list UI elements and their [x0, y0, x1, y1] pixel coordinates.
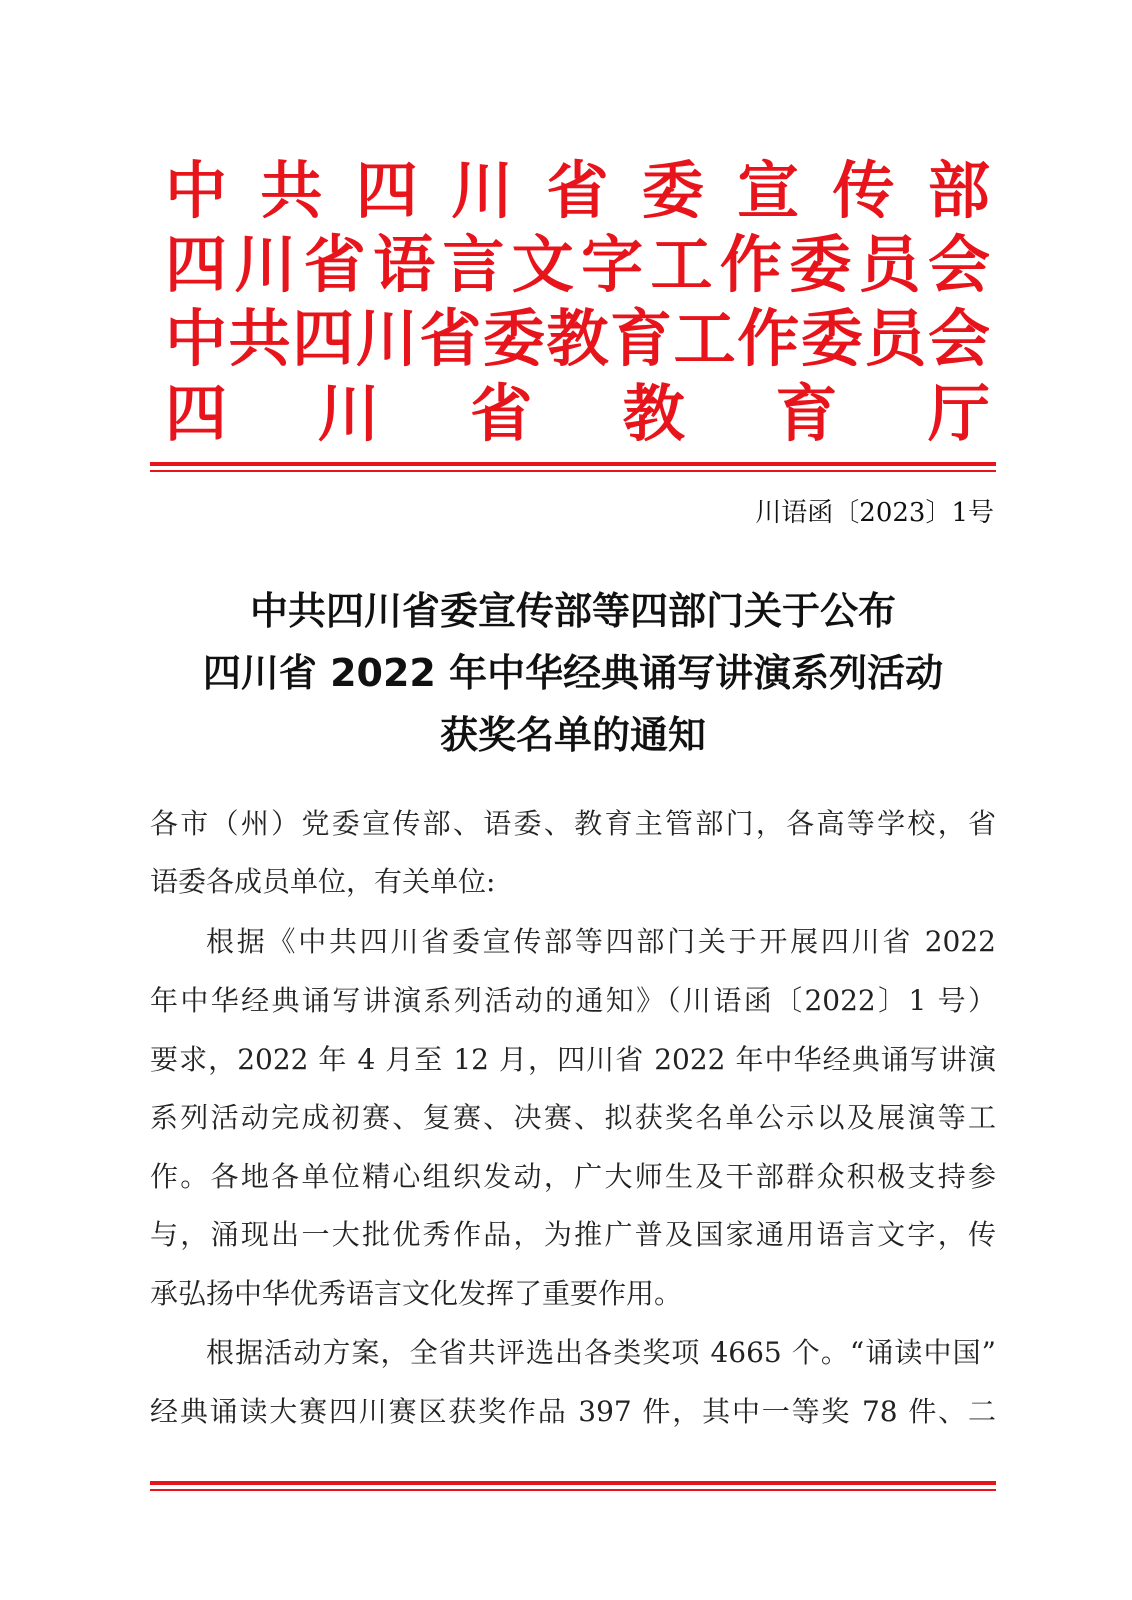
issuer-character: 川	[355, 302, 418, 375]
issuer-character: 四	[165, 377, 228, 450]
issuer-character: 员	[858, 228, 921, 301]
body-line: 根据活动方案，全省共评选出各类奖项 4665 个。“诵读中国”	[206, 1336, 996, 1369]
document-number: 川语函〔2023〕1号	[755, 498, 994, 528]
issuer-character: 文	[511, 228, 574, 301]
issuer-character: 委	[641, 154, 704, 227]
issuer-character: 传	[832, 154, 895, 227]
issuer-character: 川	[451, 154, 514, 227]
body-line: 要求，2022 年 4 月至 12 月，四川省 2022 年中华经典诵写讲演	[150, 1043, 996, 1076]
issuer-character: 育	[775, 377, 838, 450]
body-line: 年中华经典诵写讲演系列活动的通知》（川语函〔2022〕1 号）	[150, 984, 996, 1017]
header-rule-thick	[150, 462, 996, 466]
body-line: 作。各地各单位精心组织发动，广大师生及干部群众积极支持参	[150, 1160, 996, 1193]
issuer-character: 语	[373, 228, 436, 301]
issuer-character: 省	[419, 302, 482, 375]
issuer-character: 育	[610, 302, 673, 375]
issuer-line-education-department	[165, 377, 990, 450]
issuer-character: 工	[673, 302, 736, 375]
footer-rule-thin	[150, 1489, 996, 1491]
issuer-character: 教	[622, 377, 685, 450]
issuer-character: 委	[482, 302, 545, 375]
issuer-character: 宣	[737, 154, 800, 227]
issuer-character: 省	[470, 377, 533, 450]
body-line: 承弘扬中华优秀语言文化发挥了重要作用。	[150, 1277, 683, 1310]
issuer-character: 四	[165, 228, 228, 301]
body-line: 经典诵读大赛四川赛区获奖作品 397 件，其中一等奖 78 件、二	[150, 1395, 996, 1428]
body-line-addressees: 各市（州）党委宣传部、语委、教育主管部门，各高等学校，省	[150, 807, 996, 840]
body-line: 与，涌现出一大批优秀作品，为推广普及国家通用语言文字，传	[150, 1218, 996, 1251]
footer-rule-thick	[150, 1481, 996, 1485]
notice-title-line: 获奖名单的通知	[439, 713, 706, 757]
issuer-line-language-committee	[165, 228, 990, 301]
body-line: 根据《中共四川省委宣传部等四部门关于开展四川省 2022	[206, 925, 996, 958]
issuer-character: 中	[165, 302, 228, 375]
issuer-character: 言	[442, 228, 505, 301]
issuer-character: 会	[927, 302, 990, 375]
issuer-character: 教	[546, 302, 609, 375]
issuer-character: 省	[303, 228, 366, 301]
issuer-character: 员	[864, 302, 927, 375]
issuer-character: 川	[317, 377, 380, 450]
notice-title-line: 四川省 2022 年中华经典诵写讲演系列活动	[202, 651, 944, 695]
issuer-character: 中	[165, 154, 228, 227]
issuer-character: 省	[546, 154, 609, 227]
header-rule-thin	[150, 470, 996, 472]
issuer-character: 四	[355, 154, 418, 227]
issuer-line-propaganda-dept	[165, 154, 990, 227]
issuer-character: 委	[789, 228, 852, 301]
issuer-character: 会	[927, 228, 990, 301]
body-line: 系列活动完成初赛、复赛、决赛、拟获奖名单公示以及展演等工	[150, 1101, 996, 1134]
issuer-character: 川	[234, 228, 297, 301]
issuer-character: 工	[650, 228, 713, 301]
issuer-character: 共	[260, 154, 323, 227]
issuer-character: 作	[719, 228, 782, 301]
issuer-character: 部	[927, 154, 990, 227]
issuer-character: 四	[292, 302, 355, 375]
issuer-line-education-work-committee	[165, 302, 990, 375]
issuer-character: 共	[228, 302, 291, 375]
issuer-character: 委	[800, 302, 863, 375]
notice-title-line: 中共四川省委宣传部等四部门关于公布	[249, 589, 896, 633]
issuer-character: 字	[581, 228, 644, 301]
body-line-addressees: 语委各成员单位，有关单位:	[150, 865, 496, 898]
issuer-character: 厅	[927, 377, 990, 450]
issuer-character: 作	[737, 302, 800, 375]
